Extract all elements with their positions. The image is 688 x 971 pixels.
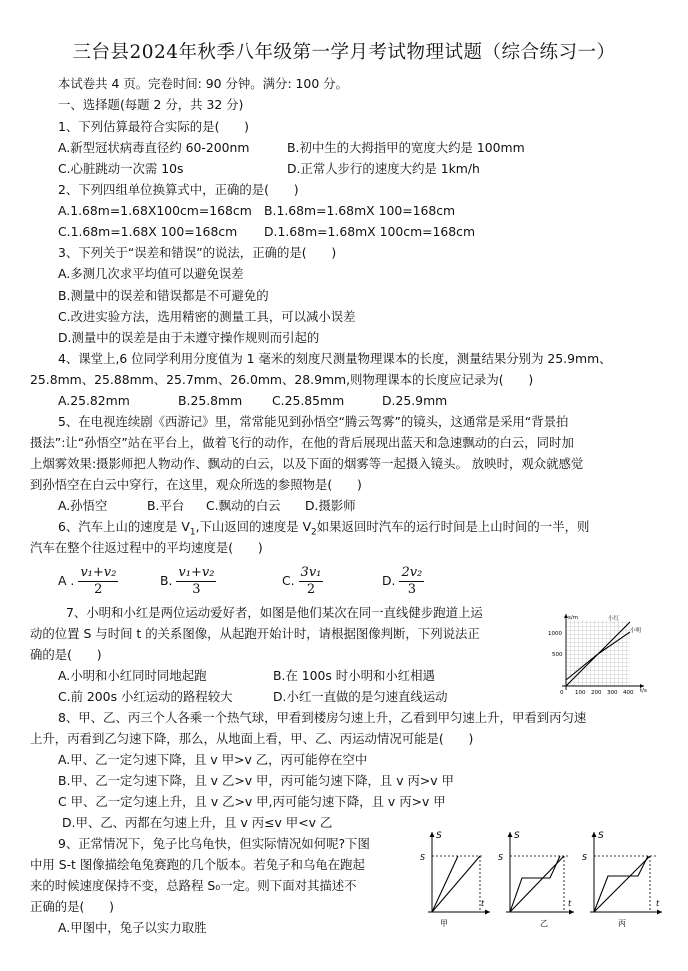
question-3-option-d: D.测量中的误差是由于未遵守操作规则而引起的 xyxy=(58,330,320,345)
question-7-option-d: D.小红一直做的是匀速直线运动 xyxy=(273,689,448,704)
graph-bing-label: 丙 xyxy=(618,919,626,928)
question-3-option-c: C.改进实验方法，选用精密的测量工具，可以减小误差 xyxy=(58,309,356,324)
graph-jia xyxy=(420,831,490,928)
graph-jia-label: 甲 xyxy=(440,919,448,928)
section-heading: 一、选择题(每题 2 分，共 32 分) xyxy=(58,97,244,112)
question-8-line-1: 8、甲、乙、丙三个人各乘一个热气球，甲看到楼房匀速上升，乙看到甲匀速上升，甲看到丙匀速 xyxy=(58,710,587,725)
graph-yi-s0: S xyxy=(498,853,504,862)
graph-bing xyxy=(582,831,662,928)
graph-y500: 500 xyxy=(552,652,563,658)
question-3-stem: 3、下列关于“误差和错误”的说法，正确的是( ) xyxy=(58,245,337,260)
question-6-option-c: C. $\frac{\text{3v₁}}{2}$ xyxy=(282,565,322,597)
graph-origin: 0 xyxy=(560,690,564,696)
position-time-graph xyxy=(546,610,656,698)
graph-bing-s0: S xyxy=(582,853,588,862)
question-1-stem: 1、下列估算最符合实际的是( ) xyxy=(58,119,250,134)
question-3-option-b: B.测量中的误差和错误都是不可避免的 xyxy=(58,288,269,303)
question-8-option-a: A.甲、乙一定匀速下降，且 v 甲>v 乙，丙可能停在空中 xyxy=(58,752,368,767)
question-1-option-c: C.心脏跳动一次需 10s xyxy=(58,161,184,176)
fraction: $\frac{\text{v₁+v₂}}{2}$ xyxy=(80,565,117,597)
question-4-option-b: B.25.8mm xyxy=(178,393,243,408)
fraction: $\frac{\text{v₁+v₂}}{3}$ xyxy=(178,565,215,597)
question-1-option-d: D.正常人步行的速度大约是 1km/h xyxy=(287,161,480,176)
question-5-line-4: 到孙悟空在白云中穿行，在这里，观众所选的参照物是( ) xyxy=(30,477,362,492)
question-9-line-1: 9、正常情况下，兔子比乌龟快，但实际情况如何呢?下图 xyxy=(58,836,370,851)
graph-bing-t: t xyxy=(656,899,660,908)
graph-x200: 200 xyxy=(591,690,602,696)
graph-x300: 300 xyxy=(607,690,618,696)
question-8-line-2: 上升，丙看到乙匀速下降，那么，从地面上看，甲、乙、丙运动情况可能是( ) xyxy=(30,731,474,746)
fraction: $\frac{\text{2v₂}}{3}$ xyxy=(401,565,423,597)
question-4-option-a: A.25.82mm xyxy=(58,393,130,408)
graph-label-xiaoming: 小明 xyxy=(630,628,642,634)
question-6-line-1: 6、汽车上山的速度是 $V_1$,下山返回的速度是 $V_2$如果返回时汽车的运行时间是上山时间的一半，则 xyxy=(58,519,590,538)
question-3-option-a: A.多测几次求平均值可以避免误差 xyxy=(58,266,244,281)
question-1-option-a: A.新型冠状病毒直径约 60-200nm xyxy=(58,140,250,155)
graph-label-xiaohong: 小红 xyxy=(608,616,620,622)
page-title: 三台县2024年秋季八年级第一学月考试物理试题（综合练习一） xyxy=(72,42,616,63)
graph-jia-s: S xyxy=(436,831,442,841)
question-1-option-b: B.初中生的大拇指甲的宽度大约是 100mm xyxy=(287,140,525,155)
question-7-line-2: 动的位置 S 与时间 t 的关系图像，从起跑开始计时，请根据图像判断，下列说法正 xyxy=(30,626,480,641)
question-4-line-1: 4、课堂上,6 位同学利用分度值为 1 毫米的刻度尺测量物理课本的长度，测量结果分别为 25.9mm、 xyxy=(58,351,612,366)
graph-yi-s: S xyxy=(514,831,520,841)
question-7-line-1: 7、小明和小红是两位运动爱好者，如图是他们某次在同一直线健步跑道上运 xyxy=(66,605,483,620)
question-2-option-a: A.1.68m=1.68X100cm=168cm xyxy=(58,203,252,218)
fraction: $\frac{\text{3v₁}}{2}$ xyxy=(300,565,322,597)
question-7-option-b: B.在 100s 时小明和小红相遇 xyxy=(273,668,435,683)
question-5-line-2: 摄法”:让“孙悟空”站在平台上，做着飞行的动作，在他的背后展现出蓝天和急速飘动的白云，同时加 xyxy=(30,435,574,450)
graph-x100: 100 xyxy=(575,690,586,696)
graph-jia-s0: S xyxy=(420,853,426,862)
graph-yi-t: t xyxy=(568,899,572,908)
question-4-option-c: C.25.85mm xyxy=(272,393,345,408)
graph-y1000: 1000 xyxy=(548,631,562,637)
question-5-option-b: B.平台 xyxy=(147,498,185,513)
question-9-line-3: 来的时候速度保持不变，总路程 S₀一定。则下面对其描述不 xyxy=(30,878,357,893)
question-9-line-4: 正确的是( ) xyxy=(30,899,115,914)
question-9-line-2: 中用 S-t 图像描绘龟兔赛跑的几个版本。若兔子和乌龟在跑起 xyxy=(30,857,365,872)
graph-yi-label: 乙 xyxy=(540,919,548,928)
question-5-line-3: 上烟雾效果:摄影师把人物动作、飘动的白云，以及下面的烟雾等一起摄入镜头。 放映时，观众就感觉 xyxy=(30,456,584,471)
question-4-option-d: D.25.9mm xyxy=(382,393,448,408)
question-8-option-b: B.甲、乙一定匀速下降，且 v 乙>v 甲，丙可能匀速下降，且 v 丙>v 甲 xyxy=(58,773,454,788)
graph-yi xyxy=(498,831,574,928)
question-2-option-b: B.1.68m=1.68mX 100=168cm xyxy=(264,203,456,218)
question-4-line-2: 25.8mm、25.88mm、25.7mm、26.0mm、28.9mm,则物理课本的长度应记录为( ) xyxy=(30,372,534,387)
question-7-option-c: C.前 200s 小红运动的路程较大 xyxy=(58,689,233,704)
graph-ylabel: s/m xyxy=(568,615,579,621)
question-5-option-c: C.飘动的白云 xyxy=(206,498,281,513)
question-7-option-a: A.小明和小红同时同地起跑 xyxy=(58,668,207,683)
question-2-option-d: D.1.68m=1.68mX 100cm=168cm xyxy=(264,224,476,239)
question-5-option-a: A.孙悟空 xyxy=(58,498,108,513)
graph-bing-s: S xyxy=(598,831,604,841)
graph-xlabel: t/s xyxy=(640,688,647,694)
question-7-line-3: 确的是( ) xyxy=(30,647,102,662)
graph-x400: 400 xyxy=(623,690,634,696)
question-8-option-d: D.甲、乙、丙都在匀速上升，且 v 丙≤v 甲<v 乙 xyxy=(62,815,333,830)
question-9-option-a: A.甲图中，兔子以实力取胜 xyxy=(58,920,207,935)
question-6-option-b: B. $\frac{\text{v₁+v₂}}{3}$ xyxy=(160,565,215,597)
exam-info: 本试卷共 4 页。完卷时间: 90 分钟。满分: 100 分。 xyxy=(58,76,348,91)
question-6-line-2: 汽车在整个往返过程中的平均速度是( ) xyxy=(30,540,263,555)
question-6-option-d: D. $\frac{\text{2v₂}}{3}$ xyxy=(382,565,423,597)
question-6-option-a: A . $\frac{\text{v₁+v₂}}{2}$ xyxy=(58,565,117,597)
question-8-option-c: C 甲、乙一定匀速上升，且 v 乙>v 甲,丙可能匀速下降，且 v 丙>v 甲 xyxy=(58,794,446,809)
question-2-option-c: C.1.68m=1.68X 100=168cm xyxy=(58,224,238,239)
question-5-line-1: 5、在电视连续剧《西游记》里，常常能见到孙悟空“腾云驾雾”的镜头，这通常是采用“背景拍 xyxy=(58,414,569,429)
question-2-stem: 2、下列四组单位换算式中，正确的是( ) xyxy=(58,182,299,197)
tortoise-hare-graphs xyxy=(418,826,666,930)
graph-jia-t: t xyxy=(481,899,485,908)
question-5-option-d: D.摄影师 xyxy=(305,498,356,513)
